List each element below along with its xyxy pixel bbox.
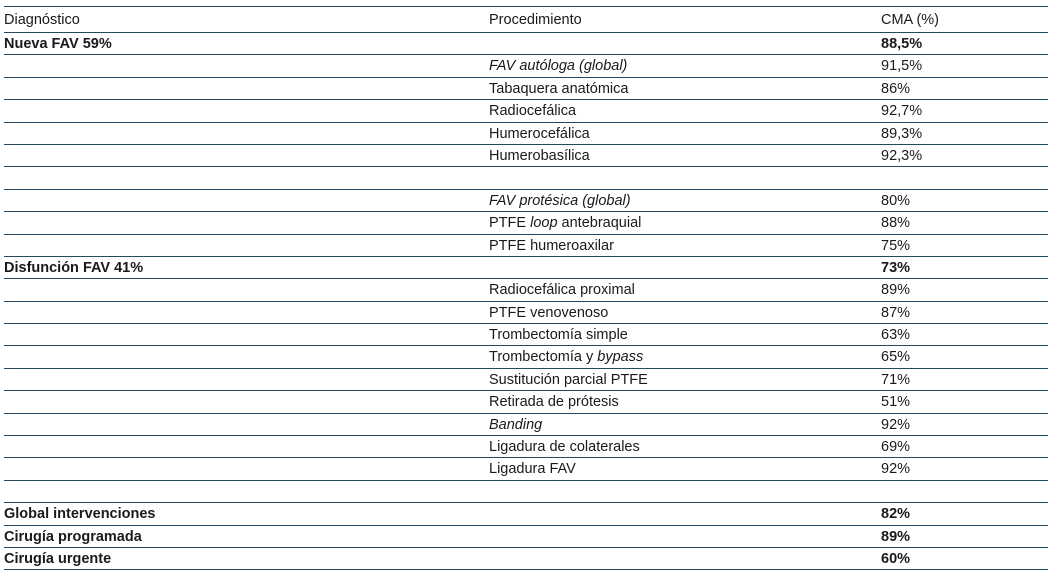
table-header: [4, 6, 1048, 33]
cell-procedimiento: PTFE loop antebraquial: [489, 215, 642, 232]
table-row: [4, 526, 1048, 548]
cell-procedimiento: Retirada de prótesis: [489, 394, 619, 411]
spacer-row: [4, 167, 1048, 189]
cell-procedimiento: Humerocefálica: [489, 125, 590, 142]
cell-cma: 89%: [881, 282, 911, 299]
cell-procedimiento: Sustitución parcial PTFE: [489, 371, 648, 388]
cell-cma: 92,7%: [881, 103, 923, 120]
table-row: [4, 55, 1048, 77]
cell-procedimiento: Tabaquera anatómica: [489, 80, 629, 97]
table-row: [4, 145, 1048, 167]
cell-cma: 80%: [881, 192, 911, 209]
spacer-row: [4, 481, 1048, 503]
table-row: [4, 212, 1048, 234]
cell-cma: 75%: [881, 237, 911, 254]
cell-diagnostico: Cirugía urgente: [4, 550, 112, 567]
cell-cma: 69%: [881, 439, 911, 456]
cell-cma: 63%: [881, 327, 911, 344]
cell-procedimiento: FAV autóloga (global): [489, 58, 628, 75]
cell-procedimiento: Banding: [489, 416, 543, 433]
table-row: [4, 503, 1048, 525]
cell-procedimiento: PTFE humeroaxilar: [489, 237, 614, 254]
results-table: [4, 6, 1048, 570]
table-row: [4, 548, 1048, 570]
cell-procedimiento: Radiocefálica proximal: [489, 282, 635, 299]
cell-cma: 87%: [881, 304, 911, 321]
cell-cma: 89,3%: [881, 125, 923, 142]
cell-diagnostico: Cirugía programada: [4, 528, 142, 545]
table-row: [4, 123, 1048, 145]
cell-procedimiento: Humerobasílica: [489, 147, 590, 164]
cell-procedimiento: Trombectomía y bypass: [489, 349, 644, 366]
cell-cma: 88%: [881, 215, 911, 232]
table-row: [4, 391, 1048, 413]
table-row: [4, 302, 1048, 324]
table-row: [4, 369, 1048, 391]
table-row: [4, 346, 1048, 368]
cell-diagnostico: Global intervenciones: [4, 506, 156, 523]
table-row: [4, 257, 1048, 279]
cell-procedimiento: FAV protésica (global): [489, 192, 631, 209]
table-row: [4, 458, 1048, 480]
cell-cma: 86%: [881, 80, 911, 97]
cell-cma: 60%: [881, 550, 911, 567]
cell-cma: 89%: [881, 528, 911, 545]
table-row: [4, 414, 1048, 436]
cell-diagnostico: Nueva FAV 59%: [4, 36, 112, 52]
header-cma: CMA (%): [881, 12, 939, 28]
cell-procedimiento: Trombectomía simple: [489, 327, 628, 344]
cell-cma: 88,5%: [881, 36, 923, 52]
cell-cma: 92%: [881, 416, 911, 433]
cell-procedimiento: Ligadura FAV: [489, 461, 576, 478]
cell-cma: 51%: [881, 394, 911, 411]
cell-cma: 73%: [881, 259, 911, 276]
cell-procedimiento: Ligadura de colaterales: [489, 439, 640, 456]
table-row: [4, 436, 1048, 458]
table-row: [4, 190, 1048, 212]
table-row: [4, 235, 1048, 257]
table-row: [4, 279, 1048, 301]
table-row: [4, 324, 1048, 346]
cell-cma: 82%: [881, 506, 911, 523]
header-procedimiento: Procedimiento: [489, 12, 582, 28]
table-row: [4, 33, 1048, 55]
cell-cma: 92,3%: [881, 147, 923, 164]
cell-procedimiento: PTFE venovenoso: [489, 304, 609, 321]
table-row: [4, 78, 1048, 100]
table-body: [4, 33, 1048, 570]
table-row: [4, 100, 1048, 122]
cell-cma: 91,5%: [881, 58, 923, 75]
cell-cma: 92%: [881, 461, 911, 478]
cell-diagnostico: Disfunción FAV 41%: [4, 259, 144, 276]
cell-procedimiento: Radiocefálica: [489, 103, 577, 120]
cell-cma: 65%: [881, 349, 911, 366]
cell-cma: 71%: [881, 371, 911, 388]
header-diagnostico: Diagnóstico: [4, 12, 80, 28]
